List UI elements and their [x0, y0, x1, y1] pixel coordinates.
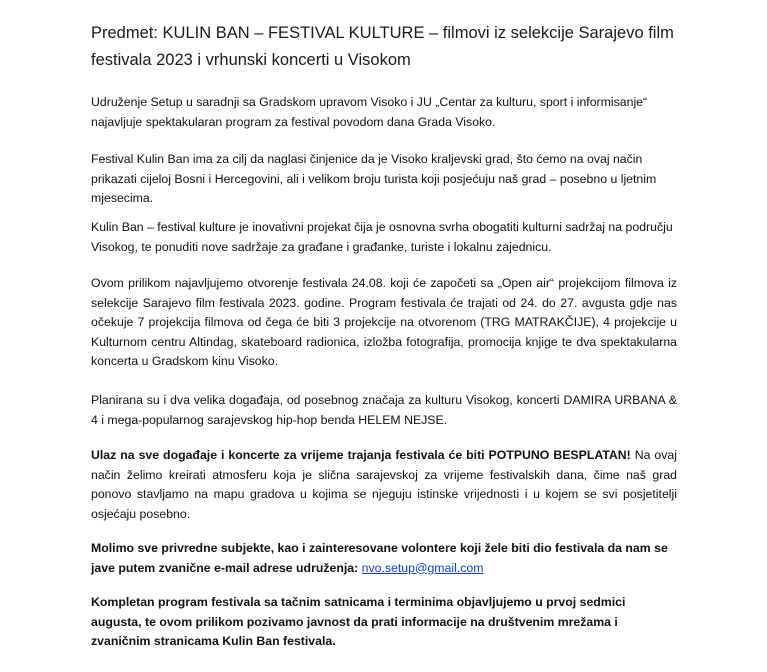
paragraph-free-entry	[91, 446, 677, 524]
paragraph-volunteers	[91, 539, 677, 578]
free-entry-notice: Ulaz na sve događaje i koncerte za vrijeme trajanja festivala će biti POTPUNO BESPLATAN!	[91, 448, 631, 462]
paragraph-festival-goal: Festival Kulin Ban ima za cilj da naglasi činjenice da je Visoko kraljevski grad, što ćemo na ovaj način prikazati cijeloj Bosni i Hercegovini, ali i velikom broju turista koji posjećuju naš grad – posebno u ljetnim mjesecima.	[91, 152, 657, 205]
subject-line-1: Predmet: KULIN BAN – FESTIVAL KULTURE – filmovi iz selekcije Sarajevo film	[91, 24, 674, 42]
free-entry-description: Na ovaj način želimo kreirati atmosferu koja je slična sarajevskoj za vrijeme festivalskih dana, čime naš grad ponovo stavljamo na mapu gradova u kojima se njeguju istinske vrijednosti i u kojem se svi posjetitelji osjećaju posebno.	[91, 448, 677, 521]
subject-line-2: festivala 2023 i vrhunski koncerti u Visokom	[91, 51, 411, 69]
volunteers-request: Molimo sve privredne subjekte, kao i zainteresovane volontere koji žele biti dio festivala da nam se jave putem zvanične e-mail adrese udruženja:	[91, 541, 668, 575]
paragraph-intro: Udruženje Setup u saradnji sa Gradskom upravom Visoko i JU „Centar za kulturu, sport i informisanje“ najavljuje spektakularan program za festival povodom dana Grada Visoko.	[91, 95, 648, 129]
paragraph-project-purpose: Kulin Ban – festival kulture je inovativni projekat čija je osnovna svrha obogatiti kulturni sadržaj na području Visokog, te ponuditi nove sadržaje za građane i građanke, turiste i lokalnu zajednicu.	[91, 220, 673, 254]
paragraph-concerts: Planirana su i dva velika događaja, od posebnog značaja za kulturu Visokog, koncerti DAMIRA URBANA & 4 i mega-popularnog sarajevskog hip-hop benda HELEM NEJSE.	[91, 393, 677, 427]
email-link[interactable]: nvo.setup@gmail.com	[361, 560, 484, 575]
subject-heading	[91, 20, 691, 74]
paragraph-full-program: Kompletan program festivala sa tačnim satnicama i terminima objavljujemo u prvoj sedmici augusta, te ovom prilikom pozivamo javnost da prati informacije na društvenim mrežama i zvaničnim stranicama Kulin Ban festivala.	[91, 595, 626, 648]
paragraph-program: Ovom prilikom najavljujemo otvorenje festivala 24.08. koji će započeti sa „Open air“ projekcijom filmova iz selekcije Sarajevo film festivala 2023. godine. Program festivala će trajati od 24. do 27. avgusta gdje nas očekuje 7 projekcija filmova od čega će biti 3 projekcije na otvorenom (TRG MATRAKČIJE), 4 projekcije u Kulturnom centru Altindag, skateboard radionica, izložba fotografija, promocija knjige te dva spektakularna koncerta u Gradskom kinu Visoko.	[91, 276, 677, 368]
